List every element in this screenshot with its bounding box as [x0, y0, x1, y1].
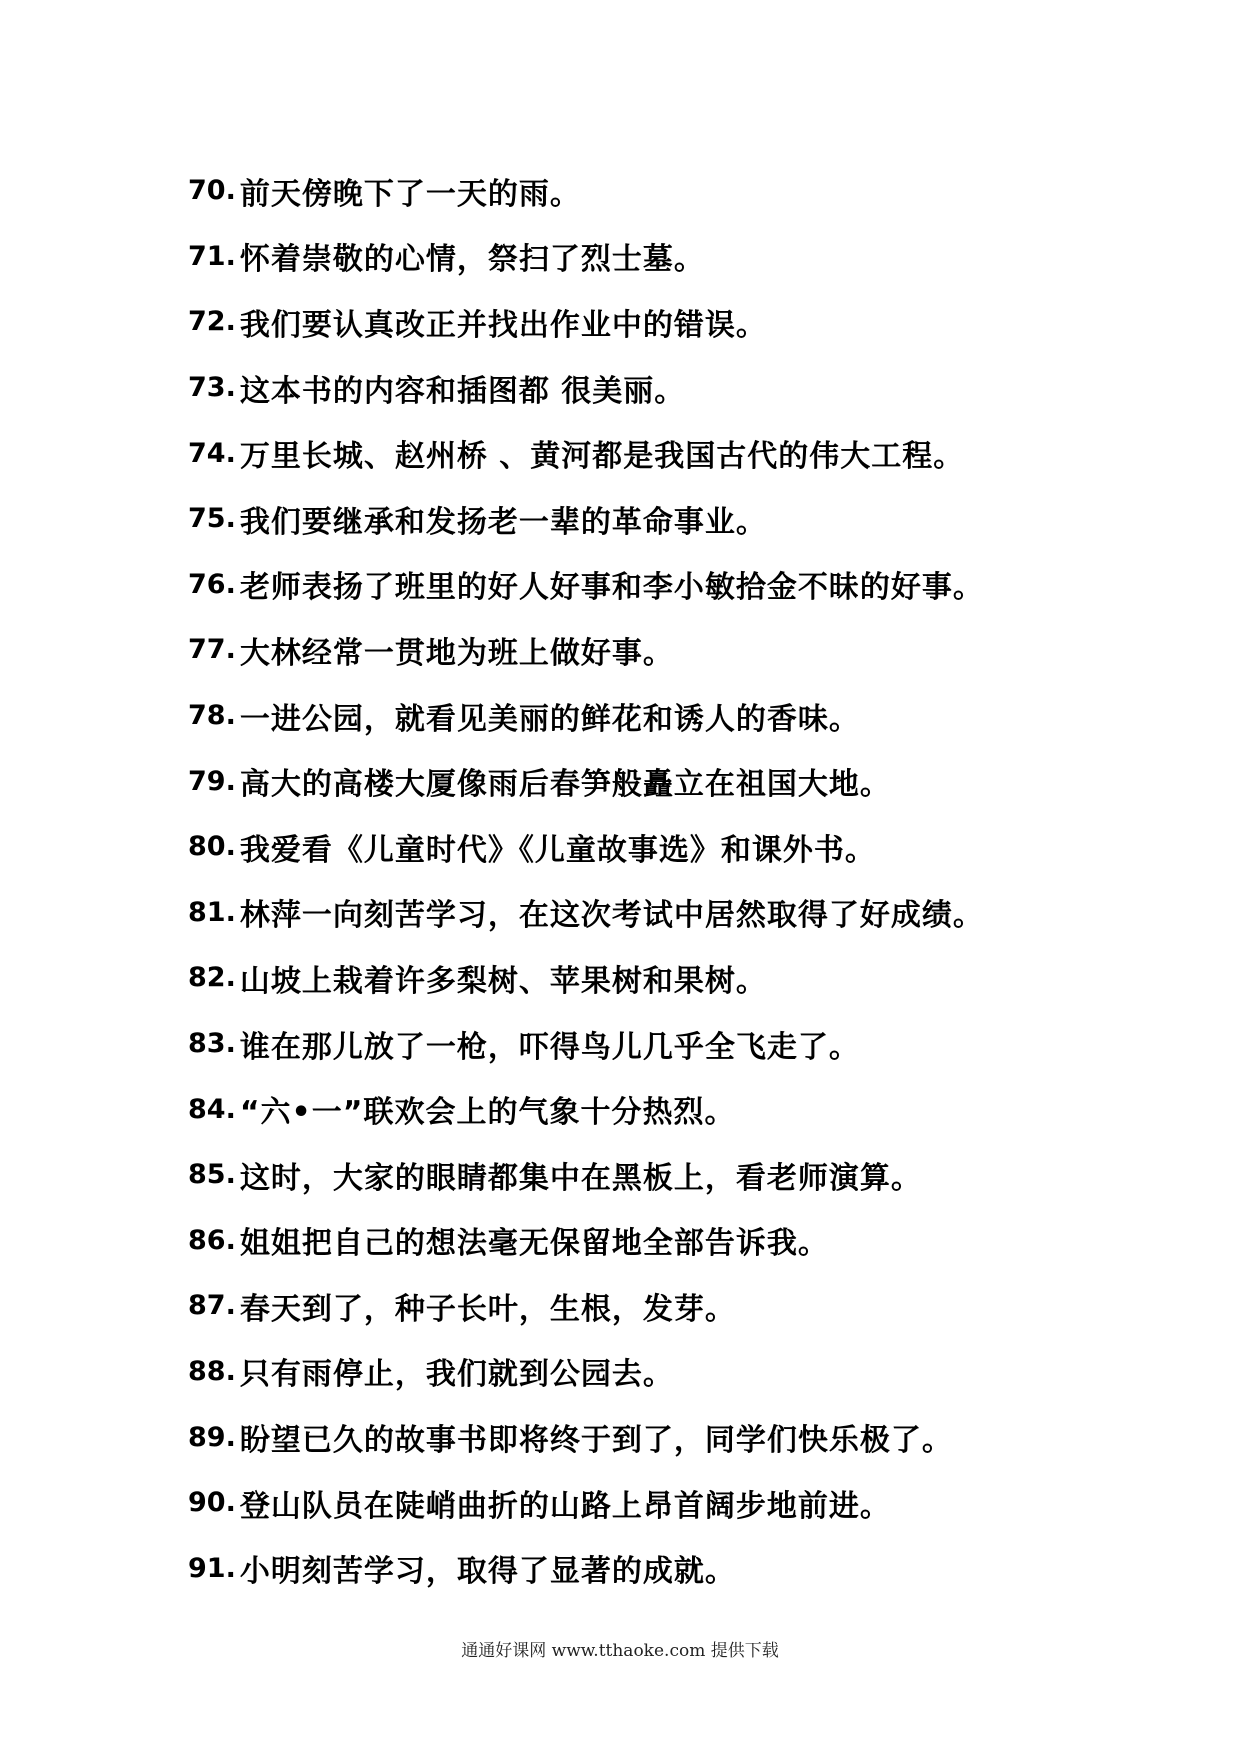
list-item: 72 . 我们要认真改正并找出作业中的错误。	[188, 289, 1188, 355]
item-number: 91	[188, 1552, 226, 1584]
item-text: “六•一”联欢会上的气象十分热烈。	[239, 1095, 736, 1131]
item-text: 这本书的内容和插图都 很美丽。	[239, 373, 686, 409]
item-text: 万里长城、赵州桥 、黄河都是我国古代的伟大工程。	[239, 439, 965, 475]
item-number: 88	[188, 1355, 226, 1387]
item-number: 83	[188, 1028, 226, 1060]
item-number: 90	[188, 1487, 226, 1519]
list-item: 89 . 盼望已久的故事书即将终于到了，同学们快乐极了。	[188, 1404, 1188, 1470]
item-number: 82	[188, 962, 226, 994]
item-number: 86	[188, 1224, 226, 1256]
list-item: 75 . 我们要继承和发扬老一辈的革命事业。	[188, 486, 1188, 552]
list-item: 74 . 万里长城、赵州桥 、黄河都是我国古代的伟大工程。	[188, 420, 1188, 486]
list-item: 80 . 我爱看《儿童时代》《儿童故事选》和课外书。	[188, 814, 1188, 880]
item-number: 81	[188, 896, 226, 928]
item-text: 登山队员在陡峭曲折的山路上昂首阔步地前进。	[239, 1488, 891, 1524]
item-number: 80	[188, 831, 226, 863]
list-item: 77 . 大林经常一贯地为班上做好事。	[188, 617, 1188, 683]
list-item: 90 . 登山队员在陡峭曲折的山路上昂首阔步地前进。	[188, 1470, 1188, 1536]
list-item: 86 . 姐姐把自己的想法毫无保留地全部告诉我。	[188, 1208, 1188, 1274]
item-text: 谁在那儿放了一枪，吓得鸟儿几乎全飞走了。	[239, 1029, 860, 1065]
item-text: 大林经常一贯地为班上做好事。	[239, 635, 674, 671]
list-item: 81 . 林萍一向刻苦学习，在这次考试中居然取得了好成绩。	[188, 880, 1188, 946]
item-text: 只有雨停止，我们就到公园去。	[239, 1357, 674, 1393]
list-item: 73 . 这本书的内容和插图都 很美丽。	[188, 355, 1188, 421]
item-text: 前天傍晚下了一天的雨。	[239, 176, 581, 212]
item-number: 74	[188, 437, 226, 469]
item-number: 77	[188, 634, 226, 666]
list-item: 91 . 小明刻苦学习，取得了显著的成就。	[188, 1535, 1188, 1601]
item-number: 85	[188, 1159, 226, 1191]
list-item: 76 . 老师表扬了班里的好人好事和李小敏拾金不昧的好事。	[188, 552, 1188, 618]
item-number: 75	[188, 503, 226, 535]
list-item: 88 . 只有雨停止，我们就到公园去。	[188, 1339, 1188, 1405]
item-number: 72	[188, 306, 226, 338]
item-text: 一进公园，就看见美丽的鲜花和诱人的香味。	[239, 701, 860, 737]
list-item: 71 . 怀着崇敬的心情，祭扫了烈士墓。	[188, 224, 1188, 290]
item-text: 这时，大家的眼睛都集中在黑板上，看老师演算。	[239, 1160, 922, 1196]
page-footer: 通通好课网 www.tthaoke.com 提供下载	[461, 1641, 779, 1661]
list-item: 83 . 谁在那儿放了一枪，吓得鸟儿几乎全飞走了。	[188, 1011, 1188, 1077]
item-number: 76	[188, 568, 226, 600]
item-text: 老师表扬了班里的好人好事和李小敏拾金不昧的好事。	[239, 570, 984, 606]
item-text: 春天到了，种子长叶，生根，发芽。	[239, 1291, 736, 1327]
list-item: 84 . “六•一”联欢会上的气象十分热烈。	[188, 1076, 1188, 1142]
item-text: 我爱看《儿童时代》《儿童故事选》和课外书。	[239, 832, 876, 868]
list-item: 70 . 前天傍晚下了一天的雨。	[188, 158, 1188, 224]
item-text: 山坡上栽着许多梨树、苹果树和果树。	[239, 963, 767, 999]
item-number: 84	[188, 1093, 226, 1125]
item-text: 高大的高楼大厦像雨后春笋般矗立在祖国大地。	[239, 767, 891, 803]
item-text: 我们要认真改正并找出作业中的错误。	[239, 307, 767, 343]
sentence-list	[188, 158, 1188, 1601]
item-number: 73	[188, 372, 226, 404]
item-number: 79	[188, 765, 226, 797]
item-number: 71	[188, 240, 226, 272]
item-number: 78	[188, 700, 226, 732]
item-number: 87	[188, 1290, 226, 1322]
list-item: 78 . 一进公园，就看见美丽的鲜花和诱人的香味。	[188, 683, 1188, 749]
item-text: 林萍一向刻苦学习，在这次考试中居然取得了好成绩。	[239, 898, 984, 934]
item-number: 70	[188, 175, 226, 207]
list-item: 82 . 山坡上栽着许多梨树、苹果树和果树。	[188, 945, 1188, 1011]
item-text: 小明刻苦学习，取得了显著的成就。	[239, 1554, 736, 1590]
item-number: 89	[188, 1421, 226, 1453]
item-text: 我们要继承和发扬老一辈的革命事业。	[239, 504, 767, 540]
item-text: 盼望已久的故事书即将终于到了，同学们快乐极了。	[239, 1423, 953, 1459]
item-text: 怀着崇敬的心情，祭扫了烈士墓。	[239, 242, 705, 278]
list-item: 79 . 高大的高楼大厦像雨后春笋般矗立在祖国大地。	[188, 748, 1188, 814]
item-text: 姐姐把自己的想法毫无保留地全部告诉我。	[239, 1226, 829, 1262]
list-item: 85 . 这时，大家的眼睛都集中在黑板上，看老师演算。	[188, 1142, 1188, 1208]
list-item: 87 . 春天到了，种子长叶，生根，发芽。	[188, 1273, 1188, 1339]
